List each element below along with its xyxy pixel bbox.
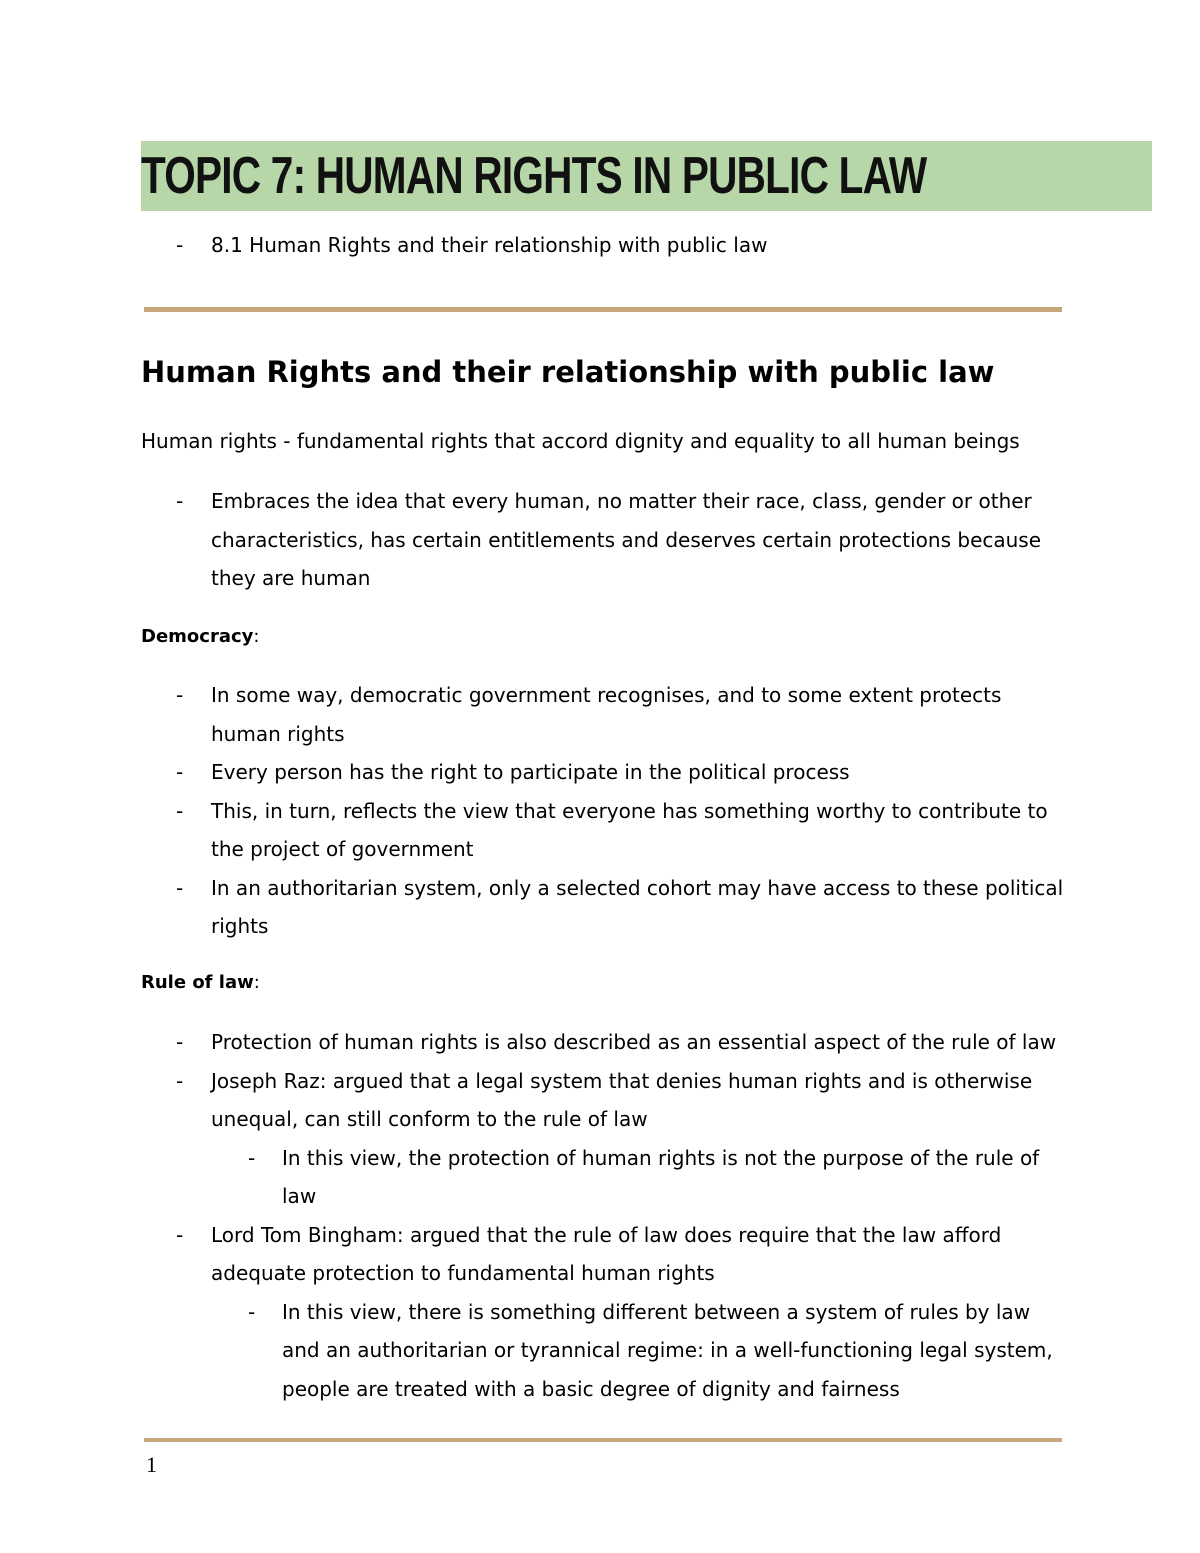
rule-of-law-colon: : bbox=[253, 972, 260, 993]
sub-list-item bbox=[141, 1293, 1071, 1409]
rule-of-law-label: Rule of law bbox=[141, 972, 254, 993]
democracy-colon: : bbox=[253, 626, 260, 647]
page-number: 1 bbox=[146, 1452, 157, 1477]
table-of-contents bbox=[141, 226, 1071, 265]
bullet-dash: - bbox=[176, 233, 184, 257]
democracy-heading bbox=[141, 622, 259, 652]
definition-list bbox=[141, 482, 1061, 598]
bullet-dash: - bbox=[176, 875, 184, 900]
list-item bbox=[141, 869, 1071, 946]
list-item bbox=[141, 1062, 1071, 1139]
bullet-dash: - bbox=[176, 489, 184, 513]
list-item-text: Every person has the right to participate in the political process bbox=[211, 760, 850, 784]
list-item-text: Protection of human rights is also described as an essential aspect of the rule of law bbox=[211, 1030, 1057, 1054]
list-item-text: In this view, there is something different between a system of rules by law and an authoritarian or tyrannical regime: in a well-functioning legal system, people are treated with a basic degree of dignity and fairness bbox=[282, 1299, 1053, 1401]
toc-item-text: 8.1 Human Rights and their relationship with public law bbox=[211, 233, 768, 257]
sub-list-item bbox=[141, 1139, 1071, 1216]
page-title: TOPIC 7: HUMAN RIGHTS IN PUBLIC LAW bbox=[141, 147, 927, 205]
footer-divider bbox=[144, 1438, 1062, 1442]
list-item-text: In some way, democratic government recognises, and to some extent protects human rights bbox=[211, 683, 1002, 746]
rule-of-law-heading bbox=[141, 968, 260, 998]
list-item bbox=[141, 792, 1071, 869]
democracy-label: Democracy bbox=[141, 626, 254, 647]
bullet-dash: - bbox=[248, 1299, 256, 1324]
list-item-text: Embraces the idea that every human, no matter their race, class, gender or other characteristics, has certain entitlements and deserves certain protections because they are human bbox=[211, 489, 1042, 590]
bullet-dash: - bbox=[176, 683, 184, 707]
list-item bbox=[141, 1216, 1071, 1293]
toc-item bbox=[141, 226, 1071, 265]
list-item-text: Lord Tom Bingham: argued that the rule of law does require that the law afford adequate protection to fundamental human rights bbox=[211, 1222, 1002, 1285]
definition-paragraph: Human rights - fundamental rights that accord dignity and equality to all human beings bbox=[141, 429, 1020, 453]
section-heading: Human Rights and their relationship with public law bbox=[141, 355, 995, 389]
list-item bbox=[141, 753, 1071, 792]
bullet-dash: - bbox=[176, 1030, 184, 1054]
list-item bbox=[141, 482, 1061, 598]
bullet-dash: - bbox=[176, 1068, 184, 1093]
bullet-dash: - bbox=[176, 760, 184, 784]
list-item-text: This, in turn, reflects the view that everyone has something worthy to contribute to the project of government bbox=[211, 798, 1048, 861]
list-item bbox=[141, 676, 1071, 753]
rule-of-law-list bbox=[141, 1023, 1071, 1408]
list-item-text: In an authoritarian system, only a selected cohort may have access to these political rights bbox=[211, 875, 1064, 938]
list-item bbox=[141, 1023, 1071, 1062]
bullet-dash: - bbox=[176, 1222, 184, 1247]
section-divider bbox=[144, 307, 1062, 312]
bullet-dash: - bbox=[176, 798, 184, 823]
list-item-text: Joseph Raz: argued that a legal system that denies human rights and is otherwise unequal, can still conform to the rule of law bbox=[211, 1068, 1033, 1131]
title-highlight bbox=[141, 141, 1152, 211]
bullet-dash: - bbox=[248, 1145, 256, 1170]
democracy-list bbox=[141, 676, 1071, 946]
list-item-text: In this view, the protection of human rights is not the purpose of the rule of law bbox=[282, 1145, 1040, 1208]
